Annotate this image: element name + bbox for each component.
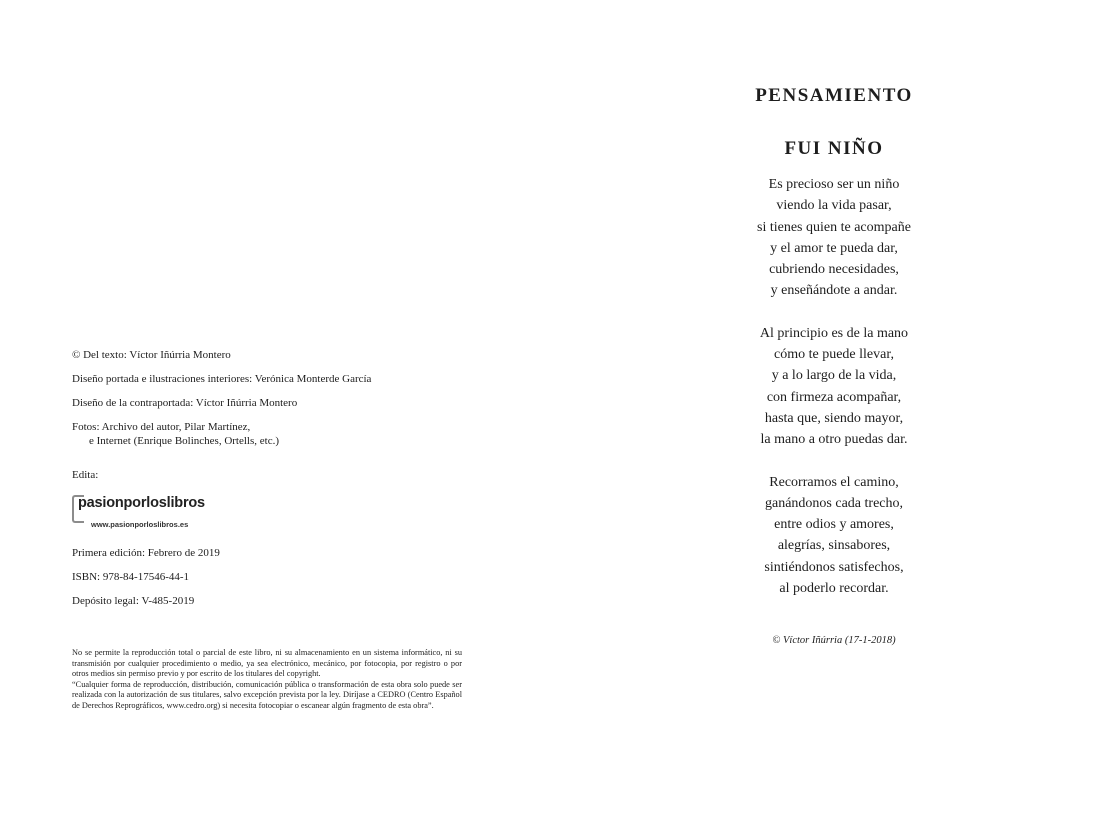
bibliographic-info bbox=[72, 546, 472, 608]
poem-line: Es precioso ser un niño bbox=[768, 177, 900, 192]
poem-line: cubriendo necesidades, bbox=[769, 262, 899, 278]
credits-block bbox=[72, 348, 472, 618]
section-title: PENSAMIENTO bbox=[755, 85, 913, 106]
poem-line: y a lo largo de la vida, bbox=[771, 368, 897, 384]
right-page bbox=[550, 0, 1100, 816]
poem-title: FUI NIÑO bbox=[784, 138, 884, 159]
poem-signature: © Víctor Iñúrria (17-1-2018) bbox=[772, 635, 896, 647]
photos-credit bbox=[72, 420, 472, 434]
text-credit: © Del texto: Víctor Iñúrria Montero bbox=[72, 349, 231, 361]
stanza bbox=[734, 174, 934, 302]
back-cover-credit: Diseño de la contraportada: Víctor Iñúrria Montero bbox=[72, 397, 298, 409]
poem-line: Al principio es de la mano bbox=[759, 325, 909, 341]
edition-date: Primera edición: Febrero de 2019 bbox=[72, 547, 220, 559]
poem-line: ganándonos cada trecho, bbox=[765, 495, 903, 511]
stanza bbox=[734, 323, 934, 451]
poem-line: si tienes quien te acompañe bbox=[757, 219, 911, 235]
stanza bbox=[734, 472, 934, 600]
poem-line: al poderlo recordar. bbox=[779, 581, 889, 597]
publisher-url: www.pasionporloslibros.es bbox=[91, 520, 189, 529]
legal-deposit: Depósito legal: V-485-2019 bbox=[72, 595, 195, 607]
poem-line: alegrías, sinsabores, bbox=[777, 538, 891, 554]
poem-line: sintiéndonos satisfechos, bbox=[764, 559, 904, 575]
copyright-notice-1: No se permite la reproducción total o parcial de este libro, ni su almacenamiento en un sistema informático, ni su transmisión por cualquier procedimiento o medio, ya sea electrónico, mecánico, por fotocopia, por registro o por otros medios sin permiso previo y por escrito de los titulares del copyright. bbox=[72, 648, 462, 679]
photos-credit-line1: Fotos: Archivo del autor, Pilar Martínez, bbox=[72, 421, 251, 433]
copyright-notice bbox=[72, 648, 462, 712]
isbn: ISBN: 978-84-17546-44-1 bbox=[72, 571, 190, 583]
publisher-logo bbox=[72, 494, 252, 532]
poem-line: la mano a otro puedas dar. bbox=[760, 432, 908, 448]
photos-credit-line2: e Internet (Enrique Bolinches, Ortells, etc.) bbox=[89, 435, 279, 447]
copyright-notice-2: “Cualquier forma de reproducción, distribución, comunicación pública o transformación de esta obra solo puede ser realizada con la autorización de sus titulares, salvo excepción prevista por la ley. Diríjase a CEDRO (Centro Español de Derechos Reprográficos, www.cedro.org) si necesita fotocopiar o escanear algún fragmento de esta obra”. bbox=[72, 679, 462, 710]
poem-line: y el amor te pueda dar, bbox=[770, 240, 898, 256]
cover-design-credit: Diseño portada e ilustraciones interiores: Verónica Monterde García bbox=[72, 373, 372, 385]
poem bbox=[734, 83, 934, 646]
publisher-name: pasionporloslibros bbox=[78, 495, 205, 511]
poem-line: entre odios y amores, bbox=[774, 517, 894, 533]
poem-line: con firmeza acompañar, bbox=[766, 389, 902, 405]
poem-line: hasta que, siendo mayor, bbox=[764, 410, 904, 426]
edita-label: Edita: bbox=[72, 469, 99, 481]
poem-line: y enseñándote a andar. bbox=[770, 283, 898, 299]
poem-line: cómo te puede llevar, bbox=[774, 347, 894, 363]
poem-line: viendo la vida pasar, bbox=[776, 198, 892, 214]
poem-line: Recorramos el camino, bbox=[769, 474, 899, 490]
